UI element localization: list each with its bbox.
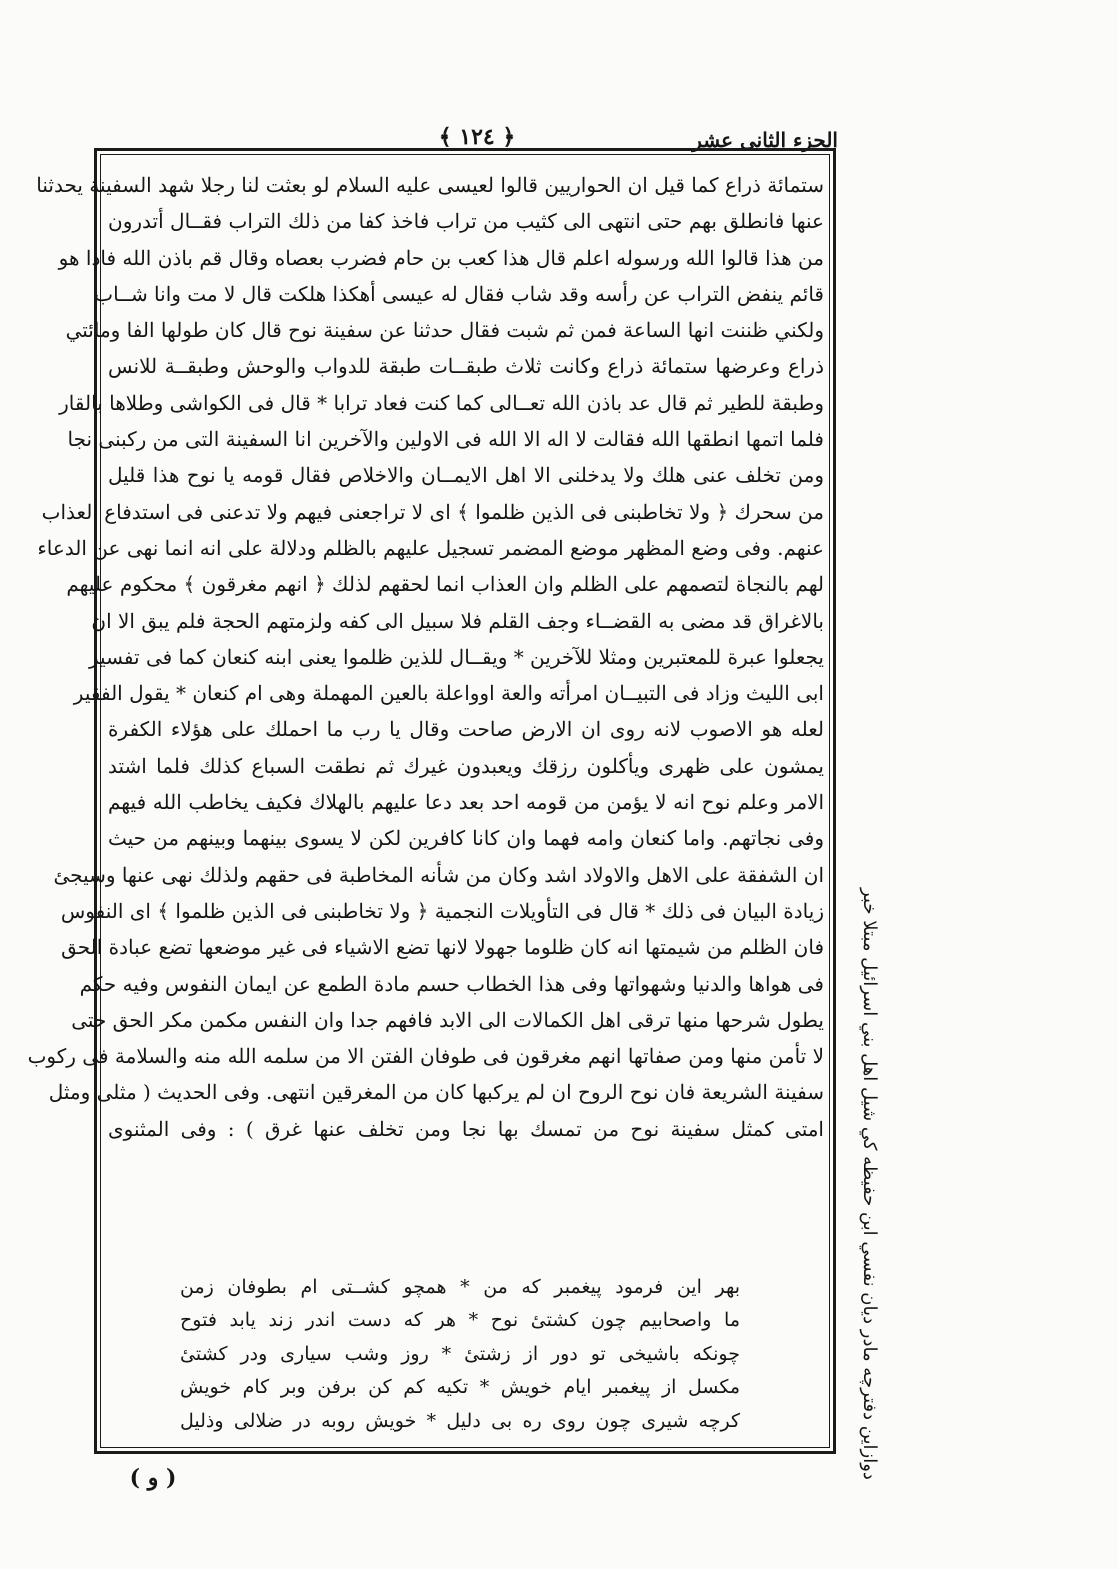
text-line: عنها فانطلق بهم حتى انتهى الى كثيب من تراب فاخذ كفا من ذلك التراب فقــال أتدرون — [108, 209, 824, 234]
marginal-note: دوازاين دفترچه مادر ديان نفسي ابن حفيظه كي شيل اهل بني اسرائيل مبتلا خبر — [859, 888, 880, 1480]
text-line: يطول شرحها منها ترقى اهل الكمالات الى الابد فافهم جدا وان النفس مكمن مكر الحق حتى — [71, 1007, 824, 1032]
text-line: ان الشفقة على الاهل والاولاد اشد وكان من شأنه المخاطبة فى حقهم ولذلك نهى عنها وسيجئ — [53, 862, 824, 887]
text-line: ستمائة ذراع كما قيل ان الحواريين قالوا لعيسى عليه السلام لو بعثت لنا رجلا شهد السفينة يحدثنا — [36, 173, 824, 197]
verse-line: مكسل از پيغمبر ايام خويش * تكيه كم كن برفن وبر كام خويش — [180, 1376, 740, 1399]
text-line: لهم بالنجاة لتصمهم على الظلم وان العذاب انما لحقهم لذلك ﴿ انهم مغرقون ﴾ محكوم عليهم — [66, 572, 824, 597]
text-line: من هذا قالوا الله ورسوله اعلم قال هذا كعب بن حام فضرب بعصاه وقال قم باذن الله فاذا هو — [58, 245, 824, 270]
text-line: يمشون على ظهرى ويأكلون رزقك ويعبدون غيرك ثم نطقت السباع كذلك فلما اشتد — [108, 753, 824, 778]
text-line: زيادة البيان فى ذلك * قال فى التأويلات النجمية ﴿ ولا تخاطبنى فى الذين ظلموا ﴾ اى النفوس — [60, 898, 824, 923]
text-line: يجعلوا عبرة للمعتبرين ومثلا للآخرين * ويقــال للذين ظلموا يعنى ابنه كنعان كما فى تفسير — [89, 644, 824, 669]
text-line: عنهم. وفى وضع المظهر موضع المضمر تسجيل عليهم بالظلم ودلالة على انه انما نهى عن الدعاء — [37, 535, 824, 560]
text-line: بالاغراق قد مضى به القضــاء وجف القلم فلا سبيل الى كفه ولزمتهم الحجة فلم يبق الا ان — [91, 608, 824, 633]
text-line: ومن تخلف عنى هلك ولا يدخلنى الا اهل الايمــان والاخلاص فقال قومه يا نوح هذا قليل — [108, 463, 824, 488]
running-head-title: الجزء الثانی عشر — [692, 128, 838, 152]
verse-line: كرچه شيرى چون روى ره بى دليل * خويش روبه در ضلالى وذليل — [180, 1409, 740, 1432]
text-line: قائم ينفض التراب عن رأسه وقد شاب فقال له عيسى أهكذا هلكت قال لا مت وانا شــاب — [94, 281, 824, 306]
text-line: سفينة الشريعة فان نوح الروح ان لم يركبها كان من المغرقين انتهى. وفى الحديث ( مثلى ومثل — [48, 1080, 824, 1105]
signature-mark: ( و ) — [129, 1465, 177, 1491]
text-line: من سحرك ﴿ ولا تخاطبنى فى الذين ظلموا ﴾ اى لا تراجعنى فيهم ولا تدعنى فى استدفاع العذاب — [41, 499, 824, 524]
text-line: لعله هو الاصوب لانه روى ان الارض صاحت وقال يا رب ما احملك على هؤلاء الكفرة — [108, 717, 824, 742]
verse-block — [180, 1271, 740, 1438]
verse-line: چونكه باشيخى تو دور از زشتىٔ * روز وشب سيارى ودر كشتىٔ — [180, 1342, 740, 1365]
main-text-block — [27, 167, 825, 1147]
text-line: الامر وعلم نوح انه لا يؤمن من قومه احد بعد دعا عليهم بالهلاك فكيف يخاطب الله فيهم — [108, 790, 824, 815]
text-line: ابى الليث وزاد فى التبيــان امرأته والعة اوواعلة بالعين المهملة وهى ام كنعان * يقول الفقير — [73, 681, 824, 706]
text-line: امتى كمثل سفينة نوح من تمسك بها نجا ومن تخلف عنها غرق ) : وفى المثنوى — [108, 1116, 824, 1141]
page-number: ﴿ ١٢٤ ﴾ — [438, 124, 516, 150]
verse-line: ما واصحابيم چون كشتىٔ نوح * هر كه دست اندر زند يابد فتوح — [180, 1309, 740, 1332]
text-line: فلما اتمها انطقها الله فقالت لا اله الا الله فى الاولين والآخرين انا السفينة التى من ركبنى نجا — [67, 427, 824, 452]
text-line: ولكني ظننت انها الساعة فمن ثم شبت فقال حدثنا عن سفينة نوح قال كان طولها الفا ومائتي — [65, 318, 824, 343]
text-line: وطبقة للطير ثم قال عد باذن الله تعــالى كما كنت فعاد ترابا * قال فى الكواشى وطلاها بالقار — [59, 390, 824, 415]
text-line: فان الظلم من شيمتها انه كان ظلوما جهولا لانها تضع الاشياء فى غير موضعها تضع عبادة الحق — [61, 935, 824, 960]
text-line: فى هواها والدنيا وشهواتها وفى هذا الخطاب حسم مادة الطمع عن ايمان النفوس وفيه حكم — [79, 971, 824, 996]
text-line: لا تأمن منها ومن صفاتها انهم مغرقون فى طوفان الفتن الا من سلمه الله منه والسلامة فى ركوب — [27, 1044, 824, 1069]
text-line: وفى نجاتهم. واما كنعان وامه فهما وان كانا كافرين لكن لا يسوى بينهما وبينهم من حيث — [108, 826, 824, 851]
text-line: ذراع وعرضها ستمائة ذراع وكانت ثلاث طبقــات طبقة للدواب والوحش وطبقــة للانس — [108, 354, 825, 379]
verse-line: بهر اين فرمود پيغمبر كه من * همچو كشــتى ام بطوفان زمن — [180, 1276, 740, 1298]
